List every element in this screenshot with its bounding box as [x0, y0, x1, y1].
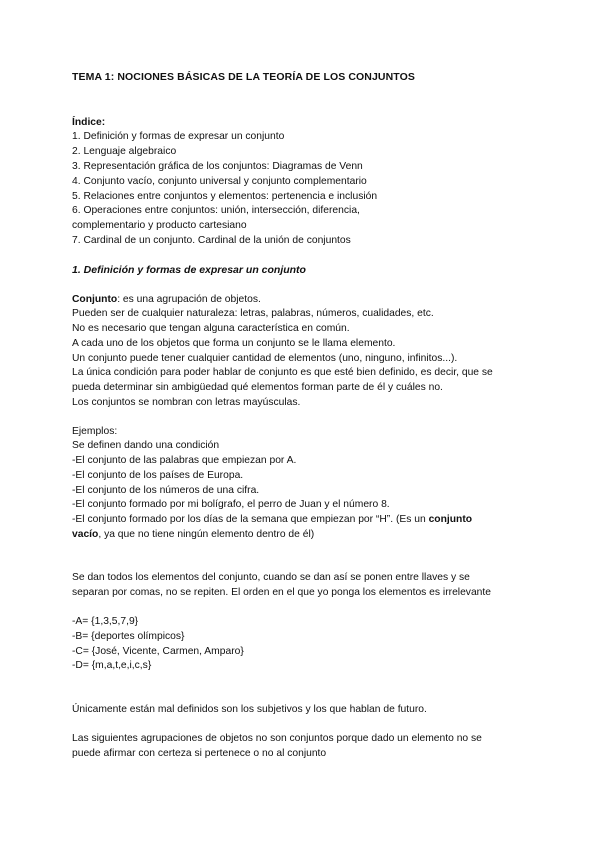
index-item: 5. Relaciones entre conjuntos y elementos: pertenencia e inclusión [72, 191, 378, 202]
definition-text: A cada uno de los objetos que forma un conjunto se le llama elemento. [72, 338, 396, 349]
set-example: -D= {m,a,t,e,i,c,s} [72, 660, 152, 671]
index-heading: Índice: [72, 117, 106, 128]
definition-rest: : es una agrupación de objetos. [117, 294, 261, 305]
bad-defined-note: Únicamente están mal definidos son los subjetivos y los que hablan de futuro. [72, 704, 427, 715]
example-item: -El conjunto de los números de una cifra. [72, 485, 260, 496]
definition-text: No es necesario que tengan alguna característica en común. [72, 323, 350, 334]
examples-heading: Ejemplos: [72, 426, 118, 437]
index-item: complementario y producto cartesiano [72, 220, 247, 231]
example-last-bold1: conjunto [428, 514, 473, 525]
closing-text: puede afirmar con certeza si pertenece o no al conjunto [72, 748, 327, 759]
example-item: -El conjunto formado por mi bolígrafo, el perro de Juan y el número 8. [72, 499, 390, 510]
section-heading: 1. Definición y formas de expresar un conjunto [72, 264, 306, 276]
definition-text: pueda determinar sin ambigüedad qué elementos forman parte de él y cuáles no. [72, 382, 443, 393]
example-item-last [72, 514, 472, 526]
index-item: 3. Representación gráfica de los conjuntos: Diagramas de Venn [72, 161, 363, 172]
closing-text: Las siguientes agrupaciones de objetos no son conjuntos porque dado un elemento no se [72, 733, 482, 744]
set-example: -C= {José, Vicente, Carmen, Amparo} [72, 646, 244, 657]
index-item: 4. Conjunto vacío, conjunto universal y conjunto complementario [72, 176, 367, 187]
example-item-last-cont [72, 529, 314, 541]
example-item: -El conjunto de las palabras que empiezan por A. [72, 455, 297, 466]
example-last-part2: , ya que no tiene ningún elemento dentro de él) [98, 529, 315, 540]
definition-text: Un conjunto puede tener cualquier cantidad de elementos (uno, ninguno, infinitos...). [72, 353, 458, 364]
example-item: -El conjunto de los países de Europa. [72, 470, 244, 481]
definition-text: Los conjuntos se nombran con letras mayúsculas. [72, 397, 301, 408]
example-last-bold2: vacío [72, 529, 99, 540]
examples-intro: Se definen dando una condición [72, 440, 220, 451]
document-title: TEMA 1: NOCIONES BÁSICAS DE LA TEORÍA DE LOS CONJUNTOS [72, 71, 415, 83]
set-example: -A= {1,3,5,7,9} [72, 616, 139, 627]
listing-text: Se dan todos los elementos del conjunto, cuando se dan así se ponen entre llaves y se [72, 572, 470, 583]
listing-text: separan por comas, no se repiten. El orden en el que yo ponga los elementos es irrelevante [72, 587, 491, 598]
index-item: 2. Lenguaje algebraico [72, 146, 177, 157]
definition-text: La única condición para poder hablar de conjunto es que esté bien definido, es decir, que se [72, 367, 493, 378]
index-item: 6. Operaciones entre conjuntos: unión, intersección, diferencia, [72, 205, 360, 216]
set-example: -B= {deportes olímpicos} [72, 631, 185, 642]
example-last-part1: -El conjunto formado por los días de la semana que empiezan por “H”. (Es un [72, 514, 429, 525]
definition-term: Conjunto [72, 294, 118, 305]
definition-line [72, 294, 261, 306]
index-item: 1. Definición y formas de expresar un conjunto [72, 131, 285, 142]
definition-text: Pueden ser de cualquier naturaleza: letras, palabras, números, cualidades, etc. [72, 308, 434, 319]
index-item: 7. Cardinal de un conjunto. Cardinal de la unión de conjuntos [72, 235, 351, 246]
